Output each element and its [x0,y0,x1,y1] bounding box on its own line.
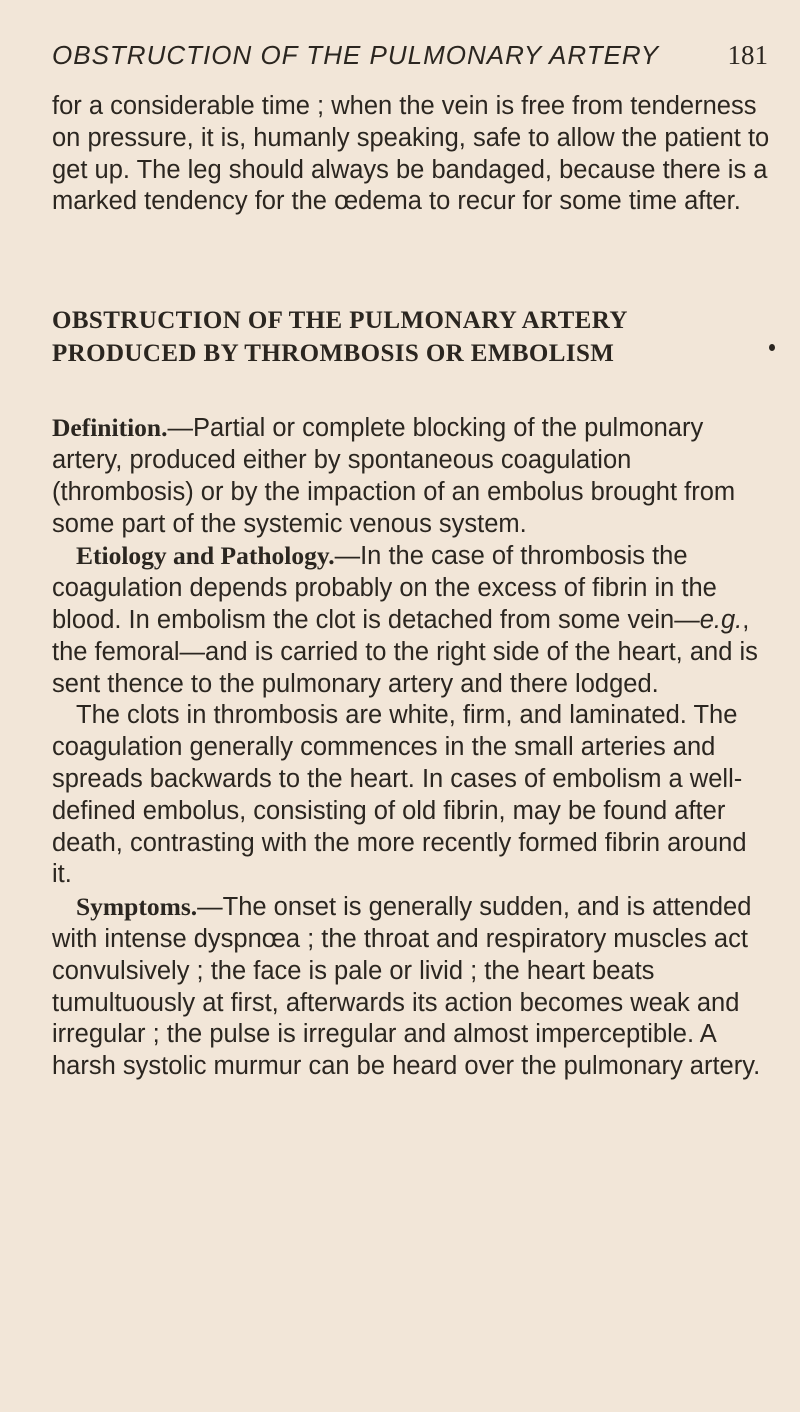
definition-label: Definition. [52,413,168,443]
section-heading-line-2: PRODUCED BY THROMBOSIS OR EMBOLISM [52,340,615,368]
page-number: 181 [727,40,768,70]
etiology-label: Etiology and Pathology. [76,541,335,571]
section-heading [52,304,772,370]
etiology-text-before: —In the case of thrombosis the coagulation depends probably on the excess of fibrin in the blood. In embolism the clot is detached from some vein— [52,542,717,634]
etiology-italic: e.g. [699,605,743,634]
section-body [52,412,772,1083]
definition-text: —Partial or complete blocking of the pulmonary artery, produced either by spontaneous coagulation (thrombosis) or by the impaction of an embolus brought from some part of the systemic venous system. [52,414,736,538]
running-title: OBSTRUCTION OF THE PULMONARY ARTERY [52,40,660,70]
symptoms-paragraph [52,891,772,1083]
stray-print-mark [769,344,775,351]
etiology-paragraph [52,540,772,700]
symptoms-text: —The onset is generally sudden, and is attended with intense dyspnœa ; the throat and respiratory muscles act convulsively ; the face is pale or livid ; the heart beats tumultuously at first, afterwards its action becomes weak and irregular ; the pulse is irregular and almost imperceptible. A harsh systolic murmur can be heard over the pulmonary artery. [52,893,761,1081]
definition-paragraph [52,412,772,540]
clots-paragraph: The clots in thrombosis are white, firm, and laminated. The coagulation generally commences in the small arteries and spreads backwards to the heart. In cases of embolism a well-defined embolus, consisting of old fibrin, may be found after death, contrasting with the more recently formed fibrin around it. [52,701,747,889]
intro-paragraph: for a considerable time ; when the vein is free from tenderness on pressure, it is, humanly speaking, safe to allow the patient to get up. The leg should always be bandaged, because there is a marked tendency for the œdema to recur for some time after. [52,92,770,216]
etiology-text-after: , the femoral—and is carried to the right side of the heart, and is sent thence to the pulmonary artery and there lodged. [52,605,758,698]
symptoms-label: Symptoms. [76,892,198,922]
running-head [52,38,768,72]
section-heading-line-1: OBSTRUCTION OF THE PULMONARY ARTERY [52,307,628,335]
